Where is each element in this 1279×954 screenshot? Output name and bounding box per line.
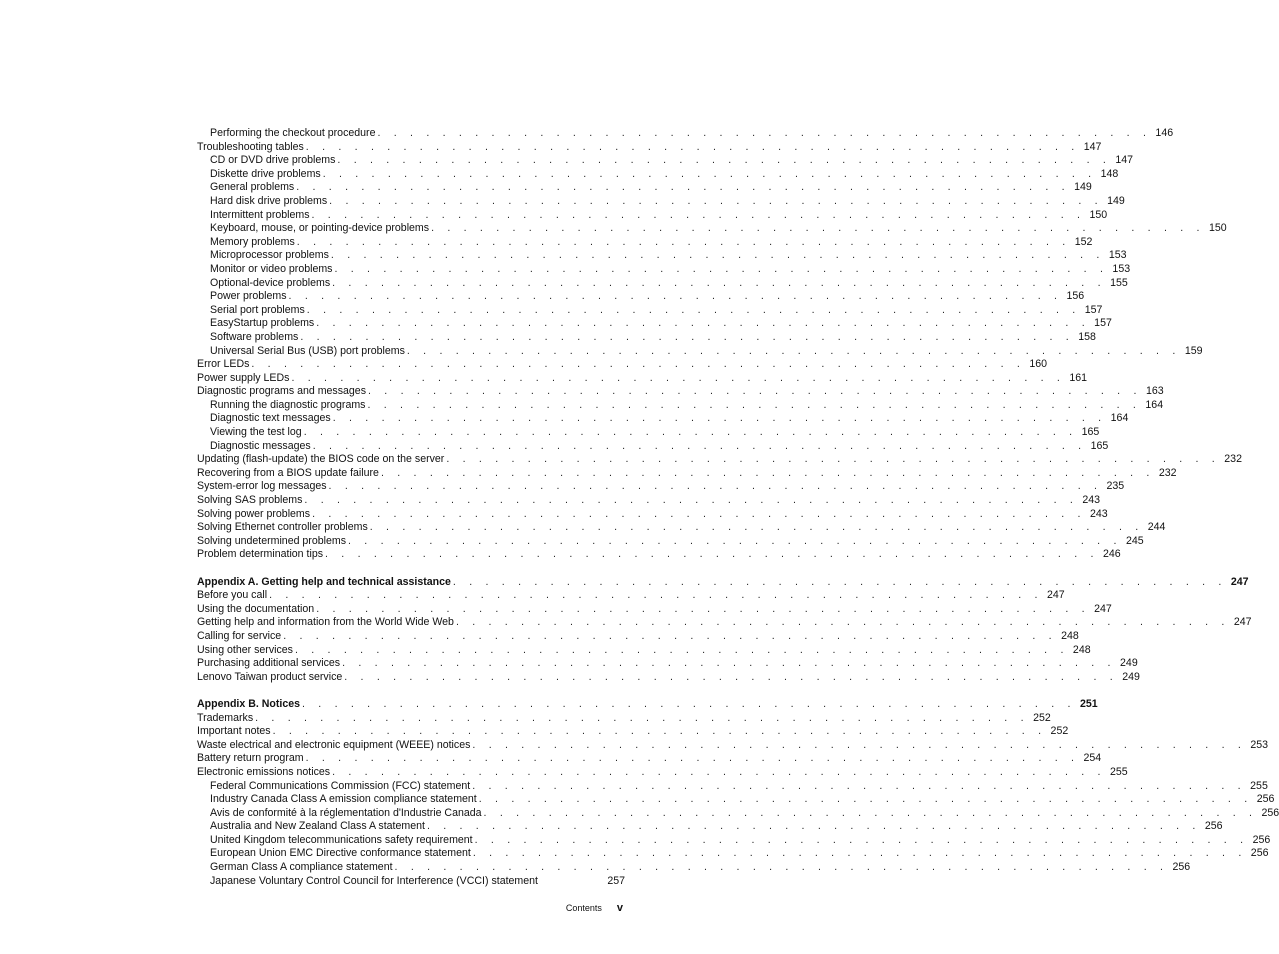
toc-entry-page: 251 xyxy=(1079,697,1098,710)
toc-entry-title: Viewing the test log xyxy=(210,426,302,439)
toc-entry-title: Diskette drive problems xyxy=(210,167,321,180)
toc-entry[interactable] xyxy=(197,833,1271,848)
toc-entry[interactable] xyxy=(197,140,1102,155)
toc-entry-title: Electronic emissions notices xyxy=(197,765,331,778)
toc-dot-leader: . . . . . . . . . . . . . . . . . . . . . . . . . . . . . . . . . . . . . . . . . . . . . . . . xyxy=(294,643,1069,656)
toc-dot-leader: . . . . . . . . . . . . . . . . . . . . . . . . . . . . . . . . . . . . . . . . . . . . . . . . xyxy=(305,752,1080,765)
toc-dot-leader: . . . . . . . . . . . . . . . . . . . . . . . . . . . . . . . . . . . . . . . . . . . . . . . . xyxy=(288,290,1063,303)
toc-entry-page: 243 xyxy=(1090,507,1108,520)
toc-dot-leader: . . . . . . . . . . . . . . . . . . . . . . . . . . . . . . . . . . . . . . . . . . . . . . . . xyxy=(296,181,1070,194)
footer-page-number: v xyxy=(616,902,623,914)
toc-dot-leader: . . . . . . . . . . . . . . . . . . . . . . . . . . . . . . . . . . . . . . . . . . . . . . . . xyxy=(446,453,1220,466)
toc-entry[interactable] xyxy=(197,276,1128,291)
toc-entry[interactable] xyxy=(197,670,1140,685)
toc-entry-title: Error LEDs xyxy=(197,358,250,371)
toc-entry-title: Hard disk drive problems xyxy=(210,194,328,207)
toc-entry[interactable] xyxy=(197,330,1096,345)
toc-entry-title: Microprocessor problems xyxy=(210,249,329,262)
toc-entry-title: Solving power problems xyxy=(197,507,311,520)
toc-entry-page: 248 xyxy=(1061,629,1079,642)
toc-entry-page: 147 xyxy=(1115,154,1134,167)
toc-entry-title: Updating (flash-update) the BIOS code on the server xyxy=(197,453,445,466)
toc-entry[interactable] xyxy=(197,847,1269,861)
toc-entry-page: 256 xyxy=(1204,820,1223,833)
toc-dot-leader: . . . . . . . . . . . . . . . . . . . . . . . . . . . . . . . . . . . . . . . . . . . . . . . . xyxy=(330,249,1105,262)
toc-entry[interactable] xyxy=(197,453,1242,467)
toc-entry[interactable] xyxy=(197,738,1269,753)
toc-entry[interactable] xyxy=(197,398,1164,413)
toc-entry[interactable] xyxy=(197,779,1268,794)
toc-entry[interactable] xyxy=(197,575,1249,590)
toc-entry-title: United Kingdom telecommunications safety requirement xyxy=(210,833,473,846)
toc-dot-leader: . . . . . . . . . . . . . . . . . . . . . . . . . . . . . . . . . . . . . . . . . . . . . . . . xyxy=(452,575,1227,588)
toc-entry-page: 247 xyxy=(1047,589,1065,602)
toc-entry-title: Industry Canada Class A emission compliance statement xyxy=(210,793,477,806)
toc-entry-page: 257 xyxy=(607,874,625,887)
toc-entry-title: Universal Serial Bus (USB) port problems xyxy=(210,344,405,357)
toc-entry-page: 249 xyxy=(1122,670,1140,683)
toc-entry-page: 158 xyxy=(1078,330,1096,343)
toc-entry[interactable] xyxy=(197,875,625,889)
toc-entry-page: 243 xyxy=(1082,494,1101,507)
toc-dot-leader: . . . . . . . . . . . . . . . . . . . . . . . . . . . . . . . . . . . . . . . . . . . . . . . . xyxy=(369,521,1144,534)
toc-dot-leader: . . . . . . . . . . . . . . . . . . . . . . . . . . . . . . . . . . . . . . . . . . . . . . . . xyxy=(255,711,1029,724)
toc-entry-page: 147 xyxy=(1083,140,1102,153)
toc-dot-leader: . . . . . . . . . . . . . . . . . . . . . . . . . . . . . . . . . . . . . . . . . . . . . . . . xyxy=(329,194,1103,207)
toc-dot-leader: . . . . . . . . . . . . . . . . . . . . . . . . . . . . . . . . . . . . . . . . . . . . . . . . xyxy=(455,616,1230,629)
toc-entry-title: Recovering from a BIOS update failure xyxy=(197,466,379,479)
toc-entry-title: Avis de conformité à la réglementation d'Industrie Canada xyxy=(210,806,482,819)
toc-entry-title: Solving Ethernet controller problems xyxy=(197,521,368,534)
toc-dot-leader: . . . . . . . . . . . . . . . . . . . . . . . . . . . . . . . . . . . . . . . . . . . . . . . . xyxy=(291,371,1066,384)
toc-dot-leader: . . . . . . . . . . . . . . . . . . . . . . . . . . . . . . . . . . . . . . . . . . . . . . . . xyxy=(325,548,1099,561)
toc-entry-page: 247 xyxy=(1230,575,1249,588)
toc-entry[interactable] xyxy=(197,303,1103,318)
toc-entry-page: 254 xyxy=(1083,752,1102,765)
toc-entry-page: 157 xyxy=(1094,317,1112,330)
toc-entry-title: Appendix B. Notices xyxy=(197,697,301,710)
toc-entry-page: 232 xyxy=(1158,466,1177,479)
toc-entry[interactable] xyxy=(197,167,1119,182)
toc-entry-title: Before you call xyxy=(197,589,268,602)
toc-entry-title: Memory problems xyxy=(210,235,295,248)
toc-entry-title: Japanese Voluntary Control Council for Interference (VCCI) statement xyxy=(210,874,538,887)
toc-entry[interactable] xyxy=(197,643,1091,658)
toc-dot-leader: . . . . . . . . . . . . . . . . . . . . . . . . . . . . . . . . . . . . . . . . . . . . . . . . xyxy=(305,140,1080,153)
toc-dot-leader: . . . . . . . . . . . . . . . . . . . . . . . . . . . . . . . . . . . . . . . . . . . . . . . . xyxy=(328,480,1103,493)
toc-entry-page: 248 xyxy=(1072,643,1091,656)
toc-entry-page: 152 xyxy=(1074,235,1093,248)
toc-entry-title: CD or DVD drive problems xyxy=(210,154,336,167)
toc-dot-leader: . . . . . . . . . . . . . . . . . . . . . . . . . . . . . . . . . . . . . . . . . . . . . . . . xyxy=(332,276,1106,289)
toc-entry-title: Trademarks xyxy=(197,711,254,724)
table-of-contents xyxy=(197,127,1279,888)
toc-entry[interactable] xyxy=(197,820,1223,834)
toc-entry-page: 164 xyxy=(1145,398,1164,411)
toc-entry-title: Diagnostic messages xyxy=(210,439,311,452)
toc-entry-title: Software problems xyxy=(210,330,299,343)
toc-entry-title: Using other services xyxy=(197,643,293,656)
toc-entry-title: Using the documentation xyxy=(197,602,315,615)
toc-entry[interactable] xyxy=(197,602,1112,617)
toc-dot-leader: . . . . . . . . . . . . . . . . . . . . . . . . . . . . . . . . . . . . . . . . . . . . . . . . xyxy=(348,534,1122,547)
toc-entry[interactable] xyxy=(197,439,1109,454)
toc-dot-leader: . . . . . . . . . . . . . . . . . . . . . . . . . . . . . . . . . . . . . . . . . . . . . . . . xyxy=(332,412,1107,425)
toc-entry[interactable] xyxy=(197,616,1252,630)
toc-entry-title: Optional-device problems xyxy=(210,276,331,289)
toc-entry[interactable] xyxy=(197,589,1065,603)
toc-entry-title: Solving undetermined problems xyxy=(197,534,346,547)
toc-dot-leader: . . . . . . . . . . . . . . . . . . . . . . . . . . . . . . . . . . . . . . . . . . . . . . . . xyxy=(311,208,1086,221)
toc-entry-title: Federal Communications Commission (FCC) statement xyxy=(210,779,471,792)
toc-dot-leader: . . . . . . . . . . . . . . . . . . . . . . . . . . . . . . . . . . . . . . . . . . . . . . . . xyxy=(342,657,1116,670)
toc-dot-leader: . . . . . . . . . . . . . . . . . . . . . . . . . . . . . . . . . . . . . . . . . . . . . . . . xyxy=(394,861,1169,874)
toc-entry[interactable] xyxy=(197,507,1108,522)
toc-entry[interactable] xyxy=(197,534,1144,549)
toc-entry[interactable] xyxy=(197,344,1203,359)
toc-entry-page: 244 xyxy=(1147,521,1166,534)
toc-entry-title: Lenovo Taiwan product service xyxy=(197,670,343,683)
toc-entry-page: 150 xyxy=(1209,222,1227,235)
toc-entry[interactable] xyxy=(197,371,1088,386)
toc-dot-leader: . . . . . . . . . . . . . . . . . . . . . . . . . . . . . . . . . . . . . . . . . . . . . . . . xyxy=(377,127,1152,139)
toc-dot-leader: . . . . . . . . . . . . . . . . . . . . . . . . . . . . . . . . . . . . . . . . . . . . . . . . xyxy=(322,167,1097,180)
toc-entry[interactable] xyxy=(197,629,1079,644)
toc-entry-page: 253 xyxy=(1250,738,1269,751)
toc-entry[interactable] xyxy=(197,412,1129,426)
toc-entry[interactable] xyxy=(197,426,1100,440)
toc-entry-title: Important notes xyxy=(197,725,271,738)
toc-dot-leader: . . . . . . . . . . . . . . . . . . . . . . . . . . . . . . . . . . . . . . . . . . . . . . . . xyxy=(472,847,1247,860)
toc-entry[interactable] xyxy=(197,154,1134,168)
toc-entry[interactable] xyxy=(197,548,1121,562)
toc-entry-title: Serial port problems xyxy=(210,303,305,316)
toc-entry-page: 163 xyxy=(1145,385,1164,398)
toc-entry-page: 149 xyxy=(1074,181,1092,194)
toc-entry-page: 146 xyxy=(1155,127,1174,139)
toc-dot-leader: . . . . . . . . . . . . . . . . . . . . . . . . . . . . . . . . . . . . . . . . . . . . . . . . xyxy=(478,793,1253,806)
toc-dot-leader: . . . . . . . . . . . . . . . . . . . . . . . . . . . . . . . . . . . . . . . . . . . . . . . . xyxy=(344,670,1118,683)
toc-dot-leader: . . . . . . . . . . . . . . . . . . . . . . . . . . . . . . . . . . . . . . . . . . . . . . . . xyxy=(251,358,1026,371)
toc-entry-page: 252 xyxy=(1033,711,1051,724)
toc-dot-leader: . . . . . . . . . . . . . . . . . . . . . . . . . . . . . . . . . . . . . . . . . . . . . . . . xyxy=(312,439,1087,452)
toc-entry-page: 160 xyxy=(1029,358,1048,371)
toc-dot-leader: . . . . . . . . . . . . . . . . . . . . . . . . . . . . . . . . . . . . . . . . . . . . . . . . xyxy=(303,426,1078,439)
toc-entry[interactable] xyxy=(197,711,1051,726)
toc-dot-leader: . . . . . . . . . . . . . . . . . . . . . . . . . . . . . . . . . . . . . . . . . . . . . . . . xyxy=(334,262,1109,275)
toc-dot-leader: . . . . . . . . . . . . . . . . . . . . . . . . . . . . . . . . . . . . . . . . . . . . . . . . xyxy=(272,725,1047,738)
toc-entry-page: 148 xyxy=(1100,167,1119,180)
toc-entry-title: Australia and New Zealand Class A statement xyxy=(210,820,425,833)
toc-entry-page: 157 xyxy=(1084,303,1103,316)
toc-entry[interactable] xyxy=(197,235,1093,250)
toc-dot-leader: . . . . . . . . . . . . . . . . . . . . . . . . . . . . . . . . . . . . . . . . . . . . . . . . xyxy=(406,344,1181,357)
toc-entry-page: 256 xyxy=(1261,806,1279,819)
toc-entry-page: 164 xyxy=(1110,412,1129,425)
toc-entry[interactable] xyxy=(197,181,1092,195)
toc-entry-page: 255 xyxy=(1110,765,1128,778)
toc-entry-title: Waste electrical and electronic equipment (WEEE) notices xyxy=(197,738,471,751)
toc-entry-page: 153 xyxy=(1112,262,1131,275)
toc-entry-page: 235 xyxy=(1106,480,1125,493)
toc-dot-leader: . . . . . . . . . . . . . . . . . . . . . . . . . . . . . . . . . . . . . . . . . . . . . . . . xyxy=(283,629,1057,642)
toc-entry-page: 256 xyxy=(1172,861,1191,874)
toc-entry[interactable] xyxy=(197,262,1131,277)
toc-entry[interactable] xyxy=(197,861,1191,875)
toc-dot-leader: . . . . . . . . . . . . . . . . . . . . . . . . . . . . . . . . . . . . . . . . . . . . . . . . xyxy=(296,235,1071,248)
toc-entry-title: General problems xyxy=(210,181,295,194)
toc-entry[interactable] xyxy=(197,208,1108,223)
toc-entry-title: Monitor or video problems xyxy=(210,262,333,275)
toc-dot-leader: . . . . . . . . . . . . . . . . . . . . . . . . . . . . . . . . . . . . . . . . . . . . . . . . xyxy=(474,833,1249,846)
toc-entry-title: European Union EMC Directive conformance statement xyxy=(210,847,471,860)
toc-entry-title: Calling for service xyxy=(197,629,282,642)
toc-dot-leader: . . . . . . . . . . . . . . . . . . . . . . . . . . . . . . . . . . . . . . . . . . . . . . . . xyxy=(306,303,1081,316)
toc-entry-page: 149 xyxy=(1107,194,1125,207)
toc-entry[interactable] xyxy=(197,765,1128,780)
toc-entry-title: Battery return program xyxy=(197,752,304,765)
toc-entry[interactable] xyxy=(197,657,1138,671)
toc-entry-title: Running the diagnostic programs xyxy=(210,398,366,411)
toc-dot-leader: . . . . . . . . . . . . . . . . . . . . . . . . . . . . . . . . . . . . . . . . . . . . . . . . xyxy=(368,385,1142,398)
toc-entry-page: 156 xyxy=(1066,290,1085,303)
toc-entry-page: 247 xyxy=(1233,616,1252,629)
toc-entry-title: Solving SAS problems xyxy=(197,494,303,507)
toc-entry-title: Keyboard, mouse, or pointing-device problems xyxy=(210,222,430,235)
toc-dot-leader: . . . . . . . . . . . . . . . . . . . . . . . . . . . . . . . . . . . . . . . . . . . . . . . . xyxy=(367,398,1142,411)
toc-entry-title: Troubleshooting tables xyxy=(197,140,304,153)
toc-entry[interactable] xyxy=(197,793,1275,807)
toc-entry[interactable] xyxy=(197,752,1102,766)
toc-entry-page: 256 xyxy=(1250,847,1269,860)
toc-entry-page: 159 xyxy=(1184,344,1203,357)
toc-dot-leader: . . . . . . . . . . . . . . . . . . . . . . . . . . . . . . . . . . . . . . . . . . . . . . . . xyxy=(472,779,1246,792)
toc-dot-leader: . . . . . . . . . . . . . . . . . . . . . . . . . . . . . . . . . . . . . . . . . . . . . . . . xyxy=(316,602,1090,615)
toc-dot-leader: . . . . . . . . . . . . . . . . . . . . . . . . . . . . . . . . . . . . . . . . . . . . . . . . xyxy=(426,820,1201,833)
toc-entry[interactable] xyxy=(197,494,1101,508)
toc-entry-page: 161 xyxy=(1069,371,1088,384)
toc-entry[interactable] xyxy=(197,317,1112,331)
toc-dot-leader: . . . . . . . . . . . . . . . . . . . . . . . . . . . . . . . . . . . . . . . . . . . . . . . . xyxy=(332,765,1106,778)
toc-entry-title: Purchasing additional services xyxy=(197,657,341,670)
toc-entry[interactable] xyxy=(197,725,1069,739)
toc-entry-title: Power supply LEDs xyxy=(197,371,290,384)
toc-entry-page: 252 xyxy=(1050,725,1069,738)
toc-entry[interactable] xyxy=(197,249,1127,263)
toc-entry-title: EasyStartup problems xyxy=(210,317,315,330)
toc-entry-page: 165 xyxy=(1081,426,1100,439)
toc-entry[interactable] xyxy=(197,385,1164,399)
toc-dot-leader: . . . . . . . . . . . . . . . . . . . . . . . . . . . . . . . . . . . . . . . . . . . . . . . . xyxy=(483,806,1258,819)
toc-entry[interactable] xyxy=(197,127,1174,141)
toc-entry-title: Performing the checkout procedure xyxy=(210,127,376,139)
toc-entry[interactable] xyxy=(197,222,1227,236)
toc-entry[interactable] xyxy=(197,480,1125,494)
page-footer xyxy=(566,902,623,914)
toc-entry[interactable] xyxy=(197,521,1166,535)
toc-entry-title: Problem determination tips xyxy=(197,548,324,561)
toc-dot-leader: . . . . . . . . . . . . . . . . . . . . . . . . . . . . . . . . . . . . . . . . . . . . . . . . xyxy=(302,697,1076,710)
toc-entry-page: 246 xyxy=(1102,548,1121,561)
toc-dot-leader: . . . . . . . . . . . . . . . . . . . . . . . . . . . . . . . . . . . . . . . . . . . . . . . . xyxy=(316,317,1090,330)
toc-entry-page: 153 xyxy=(1108,249,1127,262)
toc-entry-page: 155 xyxy=(1110,276,1128,289)
toc-entry-page: 247 xyxy=(1094,602,1112,615)
toc-dot-leader: . . . . . . . . . . . . . . . . . . . . . . . . . . . . . . . . . . . . . . . . . . . . . . . . xyxy=(472,738,1247,751)
toc-entry[interactable] xyxy=(197,466,1177,481)
toc-entry[interactable] xyxy=(197,806,1279,821)
toc-dot-leader: . . . . . . . . . . . . . . . . . . . . . . . . . . . . . . . . . . . . . . . . . . . . . . . . xyxy=(300,330,1074,343)
toc-entry-page: 256 xyxy=(1252,833,1271,846)
footer-section-label: Contents xyxy=(565,903,602,913)
toc-entry[interactable] xyxy=(197,194,1125,209)
toc-entry-page: 245 xyxy=(1125,534,1144,547)
toc-dot-leader: . . . . . . . . . . . . . . . . . . . . . . . . . . . . . . . . . . . . . . . . . . . . . . . . xyxy=(312,507,1086,520)
toc-entry-page: 165 xyxy=(1090,439,1109,452)
toc-entry-page: 249 xyxy=(1120,657,1138,670)
toc-entry-title: Power problems xyxy=(210,290,287,303)
toc-dot-leader: . . . . . . . . . . . . . . . . . . . . . . . . . . . . . . . . . . . . . . . . . . . . . . . . xyxy=(380,466,1155,479)
toc-entry-title: Diagnostic programs and messages xyxy=(197,385,366,398)
toc-entry-title: German Class A compliance statement xyxy=(210,861,393,874)
toc-entry-title: Intermittent problems xyxy=(210,208,310,221)
toc-entry-page: 256 xyxy=(1256,793,1275,806)
toc-entry[interactable] xyxy=(197,697,1098,712)
toc-entry-page: 150 xyxy=(1089,208,1108,221)
toc-entry-title: Diagnostic text messages xyxy=(210,412,331,425)
toc-dot-leader: . . . . . . . . . . . . . . . . . . . . . . . . . . . . . . . . . . . . . . . . . . . . . . . . xyxy=(431,222,1205,235)
toc-entry-page: 255 xyxy=(1250,779,1268,792)
toc-entry-title: Getting help and information from the World Wide Web xyxy=(197,616,454,629)
toc-entry-page: 232 xyxy=(1224,453,1242,466)
toc-dot-leader: . . . . . . . . . . . . . . . . . . . . . . . . . . . . . . . . . . . . . . . . . . . . . . . . xyxy=(337,154,1112,167)
toc-entry-title: Appendix A. Getting help and technical assistance xyxy=(197,575,451,588)
toc-dot-leader: . . . . . . . . . . . . . . . . . . . . . . . . . . . . . . . . . . . . . . . . . . . . . . . . xyxy=(304,494,1079,507)
toc-dot-leader: . . . . . . . . . . . . . . . . . . . . . . . . . . . . . . . . . . . . . . . . . . . . . . . . xyxy=(269,589,1043,602)
toc-entry-title: System-error log messages xyxy=(197,480,327,493)
toc-entry[interactable] xyxy=(197,358,1048,372)
toc-entry[interactable] xyxy=(197,290,1085,304)
